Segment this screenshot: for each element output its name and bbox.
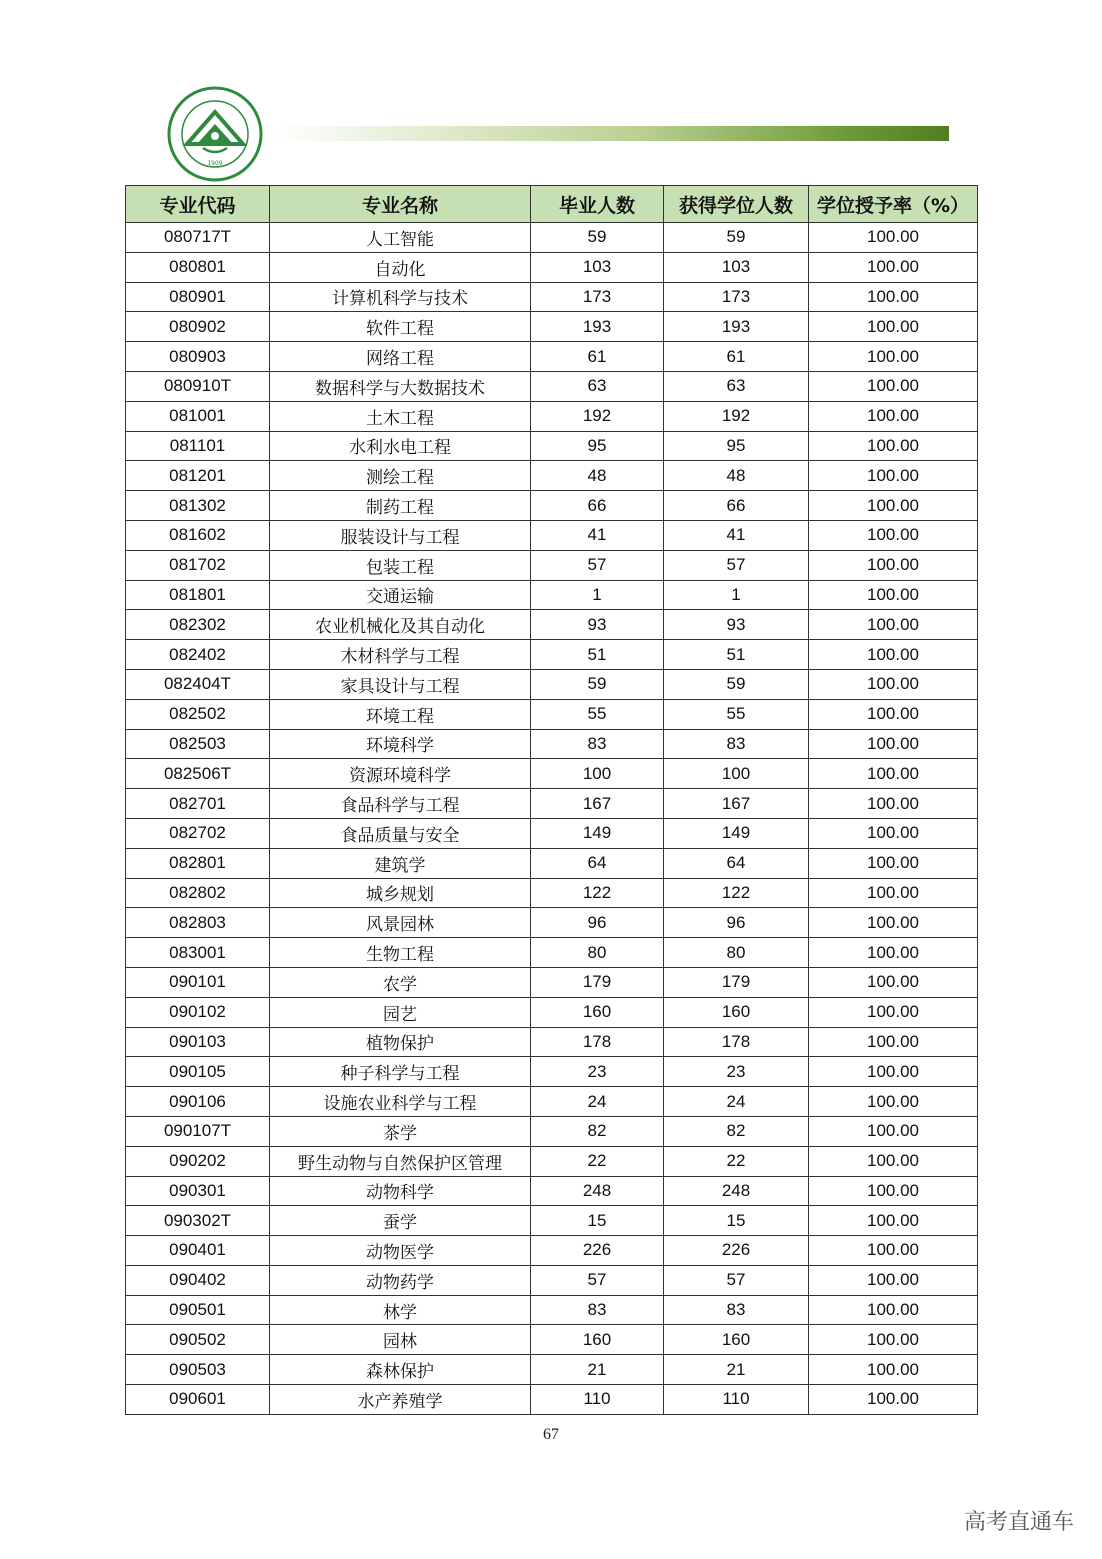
major-name: 野生动物与自然保护区管理 bbox=[270, 1146, 531, 1176]
major-code: 090103 bbox=[126, 1027, 270, 1057]
major-name: 农学 bbox=[270, 967, 531, 997]
major-code: 081302 bbox=[126, 491, 270, 521]
table-row bbox=[126, 818, 978, 848]
major-name: 资源环境科学 bbox=[270, 759, 531, 789]
degree-count: 226 bbox=[664, 1236, 809, 1266]
degree-rate: 100.00 bbox=[809, 1116, 978, 1146]
degree-rate: 100.00 bbox=[809, 848, 978, 878]
degree-count: 83 bbox=[664, 1295, 809, 1325]
degree-count: 83 bbox=[664, 729, 809, 759]
graduates-count: 66 bbox=[531, 491, 664, 521]
graduates-count: 15 bbox=[531, 1206, 664, 1236]
major-code: 081702 bbox=[126, 550, 270, 580]
major-name: 环境科学 bbox=[270, 729, 531, 759]
graduates-count: 192 bbox=[531, 401, 664, 431]
table-row bbox=[126, 1176, 978, 1206]
table-row bbox=[126, 1236, 978, 1266]
degree-count: 82 bbox=[664, 1116, 809, 1146]
degree-count: 160 bbox=[664, 1325, 809, 1355]
graduates-count: 82 bbox=[531, 1116, 664, 1146]
major-code: 090503 bbox=[126, 1355, 270, 1385]
degree-rate: 100.00 bbox=[809, 580, 978, 610]
graduates-count: 41 bbox=[531, 520, 664, 550]
header-code: 专业代码 bbox=[126, 186, 270, 223]
major-name: 计算机科学与技术 bbox=[270, 282, 531, 312]
degree-rate: 100.00 bbox=[809, 789, 978, 819]
major-name: 森林保护 bbox=[270, 1355, 531, 1385]
degree-rate: 100.00 bbox=[809, 938, 978, 968]
major-name: 人工智能 bbox=[270, 223, 531, 253]
degree-rate: 100.00 bbox=[809, 550, 978, 580]
degree-rate: 100.00 bbox=[809, 431, 978, 461]
major-code: 090105 bbox=[126, 1057, 270, 1087]
degree-rate: 100.00 bbox=[809, 908, 978, 938]
header-degrees: 获得学位人数 bbox=[664, 186, 809, 223]
major-code: 082506T bbox=[126, 759, 270, 789]
major-name: 水产养殖学 bbox=[270, 1385, 531, 1415]
seal-year: 1909 bbox=[207, 160, 223, 167]
graduates-count: 93 bbox=[531, 610, 664, 640]
degree-count: 64 bbox=[664, 848, 809, 878]
major-name: 种子科学与工程 bbox=[270, 1057, 531, 1087]
table-row bbox=[126, 1355, 978, 1385]
major-code: 080717T bbox=[126, 223, 270, 253]
table-row bbox=[126, 640, 978, 670]
graduates-count: 80 bbox=[531, 938, 664, 968]
degree-count: 1 bbox=[664, 580, 809, 610]
degree-count: 66 bbox=[664, 491, 809, 521]
major-code: 082803 bbox=[126, 908, 270, 938]
graduates-count: 110 bbox=[531, 1385, 664, 1415]
major-code: 082802 bbox=[126, 878, 270, 908]
graduates-count: 160 bbox=[531, 1325, 664, 1355]
major-code: 081101 bbox=[126, 431, 270, 461]
major-code: 090102 bbox=[126, 997, 270, 1027]
major-name: 木材科学与工程 bbox=[270, 640, 531, 670]
degree-rate: 100.00 bbox=[809, 1385, 978, 1415]
degree-rate: 100.00 bbox=[809, 818, 978, 848]
table-row bbox=[126, 431, 978, 461]
major-name: 生物工程 bbox=[270, 938, 531, 968]
table-row bbox=[126, 1057, 978, 1087]
header-name: 专业名称 bbox=[270, 186, 531, 223]
graduates-count: 193 bbox=[531, 312, 664, 342]
graduates-count: 173 bbox=[531, 282, 664, 312]
degree-count: 57 bbox=[664, 550, 809, 580]
degree-rate: 100.00 bbox=[809, 1295, 978, 1325]
degree-rate: 100.00 bbox=[809, 342, 978, 372]
major-name: 园林 bbox=[270, 1325, 531, 1355]
table-row bbox=[126, 1087, 978, 1117]
major-code: 090502 bbox=[126, 1325, 270, 1355]
table-row bbox=[126, 312, 978, 342]
major-name: 建筑学 bbox=[270, 848, 531, 878]
graduates-count: 61 bbox=[531, 342, 664, 372]
degree-count: 57 bbox=[664, 1265, 809, 1295]
major-code: 090601 bbox=[126, 1385, 270, 1415]
major-code: 082702 bbox=[126, 818, 270, 848]
graduates-count: 55 bbox=[531, 699, 664, 729]
degree-rate: 100.00 bbox=[809, 759, 978, 789]
degree-rate: 100.00 bbox=[809, 520, 978, 550]
major-name: 风景园林 bbox=[270, 908, 531, 938]
graduates-count: 1 bbox=[531, 580, 664, 610]
major-name: 环境工程 bbox=[270, 699, 531, 729]
degree-count: 149 bbox=[664, 818, 809, 848]
table-row bbox=[126, 610, 978, 640]
major-code: 090107T bbox=[126, 1116, 270, 1146]
table-header-row bbox=[126, 186, 978, 223]
table-row bbox=[126, 401, 978, 431]
degree-rate: 100.00 bbox=[809, 729, 978, 759]
major-code: 082503 bbox=[126, 729, 270, 759]
graduates-count: 22 bbox=[531, 1146, 664, 1176]
table-row bbox=[126, 1325, 978, 1355]
table-row bbox=[126, 342, 978, 372]
degree-count: 173 bbox=[664, 282, 809, 312]
degree-table bbox=[125, 185, 978, 1415]
degree-count: 178 bbox=[664, 1027, 809, 1057]
table-row bbox=[126, 938, 978, 968]
major-code: 082402 bbox=[126, 640, 270, 670]
major-name: 数据科学与大数据技术 bbox=[270, 371, 531, 401]
major-name: 植物保护 bbox=[270, 1027, 531, 1057]
table-row bbox=[126, 550, 978, 580]
watermark-text: 高考直通车 bbox=[963, 1510, 1074, 1535]
major-name: 林学 bbox=[270, 1295, 531, 1325]
graduates-count: 83 bbox=[531, 1295, 664, 1325]
major-name: 水利水电工程 bbox=[270, 431, 531, 461]
graduates-count: 59 bbox=[531, 669, 664, 699]
table-row bbox=[126, 1146, 978, 1176]
major-code: 081602 bbox=[126, 520, 270, 550]
table-row bbox=[126, 789, 978, 819]
graduates-count: 96 bbox=[531, 908, 664, 938]
degree-rate: 100.00 bbox=[809, 1265, 978, 1295]
degree-rate: 100.00 bbox=[809, 967, 978, 997]
degree-count: 48 bbox=[664, 461, 809, 491]
degree-rate: 100.00 bbox=[809, 223, 978, 253]
table-row bbox=[126, 461, 978, 491]
graduates-count: 95 bbox=[531, 431, 664, 461]
degree-count: 192 bbox=[664, 401, 809, 431]
graduates-count: 122 bbox=[531, 878, 664, 908]
table-row bbox=[126, 1027, 978, 1057]
table-row bbox=[126, 520, 978, 550]
major-code: 083001 bbox=[126, 938, 270, 968]
major-name: 网络工程 bbox=[270, 342, 531, 372]
major-code: 081801 bbox=[126, 580, 270, 610]
degree-count: 167 bbox=[664, 789, 809, 819]
degree-rate: 100.00 bbox=[809, 1236, 978, 1266]
degree-count: 63 bbox=[664, 371, 809, 401]
header-graduates: 毕业人数 bbox=[531, 186, 664, 223]
graduates-count: 103 bbox=[531, 252, 664, 282]
major-code: 090402 bbox=[126, 1265, 270, 1295]
degree-count: 93 bbox=[664, 610, 809, 640]
degree-rate: 100.00 bbox=[809, 1325, 978, 1355]
degree-count: 15 bbox=[664, 1206, 809, 1236]
degree-rate: 100.00 bbox=[809, 252, 978, 282]
degree-count: 41 bbox=[664, 520, 809, 550]
table-row bbox=[126, 878, 978, 908]
degree-rate: 100.00 bbox=[809, 401, 978, 431]
degree-rate: 100.00 bbox=[809, 997, 978, 1027]
major-code: 082302 bbox=[126, 610, 270, 640]
graduates-count: 178 bbox=[531, 1027, 664, 1057]
graduates-count: 83 bbox=[531, 729, 664, 759]
graduates-count: 100 bbox=[531, 759, 664, 789]
graduates-count: 226 bbox=[531, 1236, 664, 1266]
table-row bbox=[126, 580, 978, 610]
major-code: 090401 bbox=[126, 1236, 270, 1266]
degree-rate: 100.00 bbox=[809, 282, 978, 312]
major-name: 软件工程 bbox=[270, 312, 531, 342]
table-row bbox=[126, 1116, 978, 1146]
degree-count: 179 bbox=[664, 967, 809, 997]
degree-count: 160 bbox=[664, 997, 809, 1027]
degree-count: 248 bbox=[664, 1176, 809, 1206]
major-code: 082404T bbox=[126, 669, 270, 699]
table-body bbox=[126, 223, 978, 1415]
major-name: 动物药学 bbox=[270, 1265, 531, 1295]
graduates-count: 57 bbox=[531, 550, 664, 580]
header-rate: 学位授予率（%） bbox=[809, 186, 978, 223]
university-seal-logo bbox=[167, 86, 263, 182]
degree-count: 80 bbox=[664, 938, 809, 968]
degree-rate: 100.00 bbox=[809, 1146, 978, 1176]
table-row bbox=[126, 491, 978, 521]
major-name: 服装设计与工程 bbox=[270, 520, 531, 550]
major-name: 农业机械化及其自动化 bbox=[270, 610, 531, 640]
degree-rate: 100.00 bbox=[809, 699, 978, 729]
major-code: 082502 bbox=[126, 699, 270, 729]
table-row bbox=[126, 252, 978, 282]
degree-count: 55 bbox=[664, 699, 809, 729]
degree-count: 96 bbox=[664, 908, 809, 938]
major-name: 食品科学与工程 bbox=[270, 789, 531, 819]
degree-rate: 100.00 bbox=[809, 640, 978, 670]
major-code: 090301 bbox=[126, 1176, 270, 1206]
major-name: 制药工程 bbox=[270, 491, 531, 521]
table-row bbox=[126, 997, 978, 1027]
table-row bbox=[126, 223, 978, 253]
table-row bbox=[126, 282, 978, 312]
major-name: 食品质量与安全 bbox=[270, 818, 531, 848]
degree-rate: 100.00 bbox=[809, 669, 978, 699]
table-row bbox=[126, 699, 978, 729]
degree-count: 24 bbox=[664, 1087, 809, 1117]
major-name: 交通运输 bbox=[270, 580, 531, 610]
table-row bbox=[126, 1265, 978, 1295]
table-row bbox=[126, 729, 978, 759]
major-code: 081201 bbox=[126, 461, 270, 491]
degree-rate: 100.00 bbox=[809, 610, 978, 640]
table-row bbox=[126, 848, 978, 878]
table-row bbox=[126, 371, 978, 401]
table-row bbox=[126, 759, 978, 789]
major-code: 090106 bbox=[126, 1087, 270, 1117]
degree-count: 61 bbox=[664, 342, 809, 372]
table-row bbox=[126, 1206, 978, 1236]
graduates-count: 248 bbox=[531, 1176, 664, 1206]
degree-count: 59 bbox=[664, 669, 809, 699]
degree-count: 103 bbox=[664, 252, 809, 282]
major-name: 蚕学 bbox=[270, 1206, 531, 1236]
degree-count: 110 bbox=[664, 1385, 809, 1415]
page-number: 67 bbox=[543, 1426, 559, 1443]
major-code: 090101 bbox=[126, 967, 270, 997]
degree-rate: 100.00 bbox=[809, 491, 978, 521]
graduates-count: 149 bbox=[531, 818, 664, 848]
graduates-count: 57 bbox=[531, 1265, 664, 1295]
major-name: 设施农业科学与工程 bbox=[270, 1087, 531, 1117]
table-row bbox=[126, 967, 978, 997]
major-code: 081001 bbox=[126, 401, 270, 431]
major-code: 080910T bbox=[126, 371, 270, 401]
graduates-count: 59 bbox=[531, 223, 664, 253]
table-row bbox=[126, 669, 978, 699]
graduates-count: 21 bbox=[531, 1355, 664, 1385]
major-code: 090302T bbox=[126, 1206, 270, 1236]
degree-rate: 100.00 bbox=[809, 878, 978, 908]
major-name: 城乡规划 bbox=[270, 878, 531, 908]
graduates-count: 179 bbox=[531, 967, 664, 997]
degree-rate: 100.00 bbox=[809, 1176, 978, 1206]
degree-count: 100 bbox=[664, 759, 809, 789]
major-name: 家具设计与工程 bbox=[270, 669, 531, 699]
major-code: 090501 bbox=[126, 1295, 270, 1325]
degree-count: 59 bbox=[664, 223, 809, 253]
degree-count: 21 bbox=[664, 1355, 809, 1385]
degree-rate: 100.00 bbox=[809, 1027, 978, 1057]
degree-count: 22 bbox=[664, 1146, 809, 1176]
major-code: 090202 bbox=[126, 1146, 270, 1176]
degree-count: 193 bbox=[664, 312, 809, 342]
major-name: 园艺 bbox=[270, 997, 531, 1027]
major-code: 082801 bbox=[126, 848, 270, 878]
graduates-count: 63 bbox=[531, 371, 664, 401]
table-row bbox=[126, 908, 978, 938]
graduates-count: 160 bbox=[531, 997, 664, 1027]
graduates-count: 64 bbox=[531, 848, 664, 878]
graduates-count: 24 bbox=[531, 1087, 664, 1117]
degree-rate: 100.00 bbox=[809, 1355, 978, 1385]
major-name: 动物医学 bbox=[270, 1236, 531, 1266]
major-name: 土木工程 bbox=[270, 401, 531, 431]
graduates-count: 167 bbox=[531, 789, 664, 819]
degree-count: 95 bbox=[664, 431, 809, 461]
major-code: 080801 bbox=[126, 252, 270, 282]
header-gradient-band bbox=[272, 126, 949, 141]
major-name: 包装工程 bbox=[270, 550, 531, 580]
major-code: 080903 bbox=[126, 342, 270, 372]
major-code: 080901 bbox=[126, 282, 270, 312]
degree-rate: 100.00 bbox=[809, 461, 978, 491]
degree-count: 23 bbox=[664, 1057, 809, 1087]
degree-rate: 100.00 bbox=[809, 1206, 978, 1236]
major-name: 茶学 bbox=[270, 1116, 531, 1146]
major-name: 自动化 bbox=[270, 252, 531, 282]
graduates-count: 48 bbox=[531, 461, 664, 491]
degree-rate: 100.00 bbox=[809, 1057, 978, 1087]
major-code: 080902 bbox=[126, 312, 270, 342]
table-row bbox=[126, 1295, 978, 1325]
degree-count: 122 bbox=[664, 878, 809, 908]
graduates-count: 51 bbox=[531, 640, 664, 670]
table-row bbox=[126, 1385, 978, 1415]
major-name: 动物科学 bbox=[270, 1176, 531, 1206]
degree-rate: 100.00 bbox=[809, 312, 978, 342]
seal-icon bbox=[167, 86, 263, 182]
major-name: 测绘工程 bbox=[270, 461, 531, 491]
major-code: 082701 bbox=[126, 789, 270, 819]
graduates-count: 23 bbox=[531, 1057, 664, 1087]
degree-rate: 100.00 bbox=[809, 371, 978, 401]
degree-rate: 100.00 bbox=[809, 1087, 978, 1117]
degree-count: 51 bbox=[664, 640, 809, 670]
